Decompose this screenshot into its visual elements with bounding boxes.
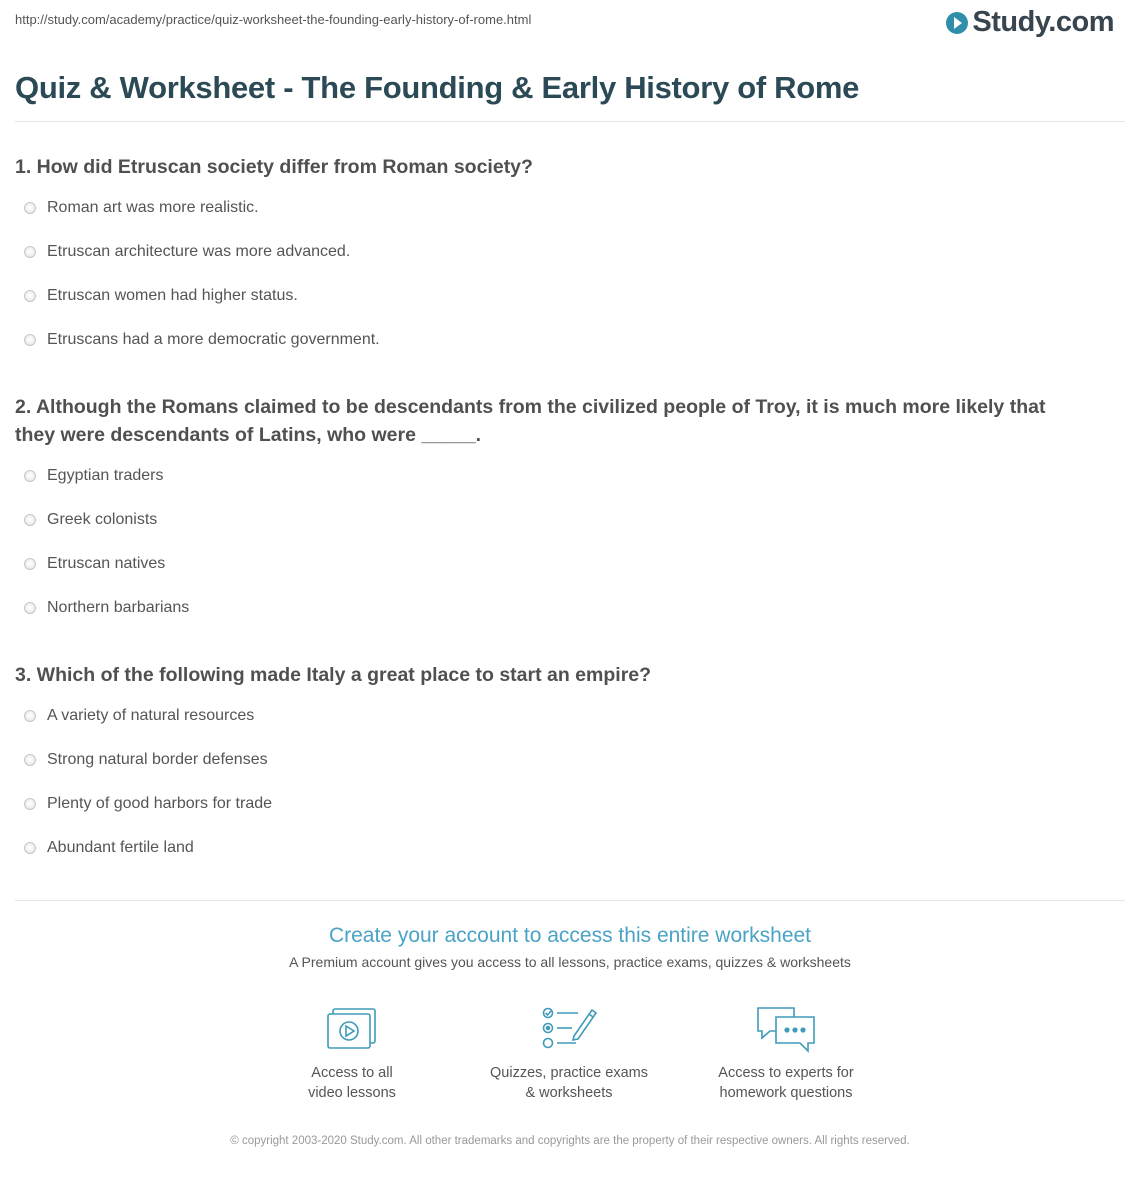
option-label: Plenty of good harbors for trade <box>47 795 273 812</box>
cta-title[interactable]: Create your account to access this entire worksheet <box>328 924 812 947</box>
q2-option-2[interactable] <box>24 511 157 529</box>
option-label: Strong natural border defenses <box>47 751 268 768</box>
radio-button[interactable] <box>24 514 36 526</box>
q2-option-1[interactable] <box>24 467 164 485</box>
radio-button[interactable] <box>24 842 36 854</box>
title-divider <box>15 121 1125 122</box>
option-label: Etruscan women had higher status. <box>47 287 298 304</box>
question-2-line-1: 2. Although the Romans claimed to be descendants from the civilized people of Troy, it is much more likely that <box>15 396 1046 418</box>
page-title: Quiz & Worksheet - The Founding & Early History of Rome <box>15 70 860 105</box>
radio-button[interactable] <box>24 470 36 482</box>
option-label: A variety of natural resources <box>47 707 255 724</box>
option-label: Etruscan architecture was more advanced. <box>47 243 351 260</box>
question-2 <box>15 393 1125 449</box>
feature-experts <box>676 1005 896 1103</box>
q1-option-3[interactable] <box>24 287 298 305</box>
feature-line: Access to all <box>311 1065 393 1081</box>
radio-button[interactable] <box>24 754 36 766</box>
q3-option-1[interactable] <box>24 707 254 725</box>
feature-line: Quizzes, practice exams <box>490 1065 648 1081</box>
logo-text: Study.com <box>972 6 1114 38</box>
radio-button[interactable] <box>24 290 36 302</box>
q1-option-1[interactable] <box>24 199 259 217</box>
q3-option-4[interactable] <box>24 839 194 857</box>
feature-quizzes <box>459 1005 679 1103</box>
page-url: http://study.com/academy/practice/quiz-worksheet-the-founding-early-history-of-rome.html <box>15 12 532 27</box>
option-label: Etruscans had a more democratic government. <box>47 331 380 348</box>
q2-option-4[interactable] <box>24 599 189 617</box>
feature-line: & worksheets <box>525 1085 613 1101</box>
radio-button[interactable] <box>24 246 36 258</box>
radio-button[interactable] <box>24 710 36 722</box>
question-3: 3. Which of the following made Italy a great place to start an empire? <box>15 664 652 686</box>
feature-line: Access to experts for <box>718 1065 854 1081</box>
quiz-checklist-icon <box>540 1005 598 1051</box>
q2-option-3[interactable] <box>24 555 165 573</box>
video-lessons-icon <box>324 1005 380 1051</box>
cta-subtitle: A Premium account gives you access to all lessons, practice exams, quizzes & worksheets <box>289 954 851 970</box>
q3-option-3[interactable] <box>24 795 272 813</box>
radio-button[interactable] <box>24 558 36 570</box>
play-logo-icon <box>946 12 968 34</box>
chat-bubbles-icon <box>754 1005 818 1055</box>
radio-button[interactable] <box>24 602 36 614</box>
q1-option-4[interactable] <box>24 331 380 349</box>
option-label: Northern barbarians <box>47 599 190 616</box>
feature-video-lessons <box>242 1005 462 1103</box>
feature-label <box>459 1063 679 1103</box>
question-2-line-2: they were descendants of Latins, who were _____. <box>15 424 482 446</box>
q3-option-2[interactable] <box>24 751 268 769</box>
feature-line: video lessons <box>308 1085 396 1101</box>
feature-label <box>676 1063 896 1103</box>
radio-button[interactable] <box>24 798 36 810</box>
option-label: Egyptian traders <box>47 467 164 484</box>
study-logo[interactable] <box>946 6 1114 39</box>
option-label: Abundant fertile land <box>47 839 194 856</box>
radio-button[interactable] <box>24 334 36 346</box>
q1-option-2[interactable] <box>24 243 350 261</box>
option-label: Roman art was more realistic. <box>47 199 259 216</box>
copyright-footer: © copyright 2003-2020 Study.com. All other trademarks and copyrights are the property of their respective owners. All rights reserved. <box>230 1135 910 1147</box>
feature-line: homework questions <box>719 1085 853 1101</box>
radio-button[interactable] <box>24 202 36 214</box>
feature-label <box>242 1063 462 1103</box>
cta-divider <box>15 900 1125 901</box>
option-label: Etruscan natives <box>47 555 166 572</box>
question-1: 1. How did Etruscan society differ from Roman society? <box>15 156 533 178</box>
option-label: Greek colonists <box>47 511 158 528</box>
